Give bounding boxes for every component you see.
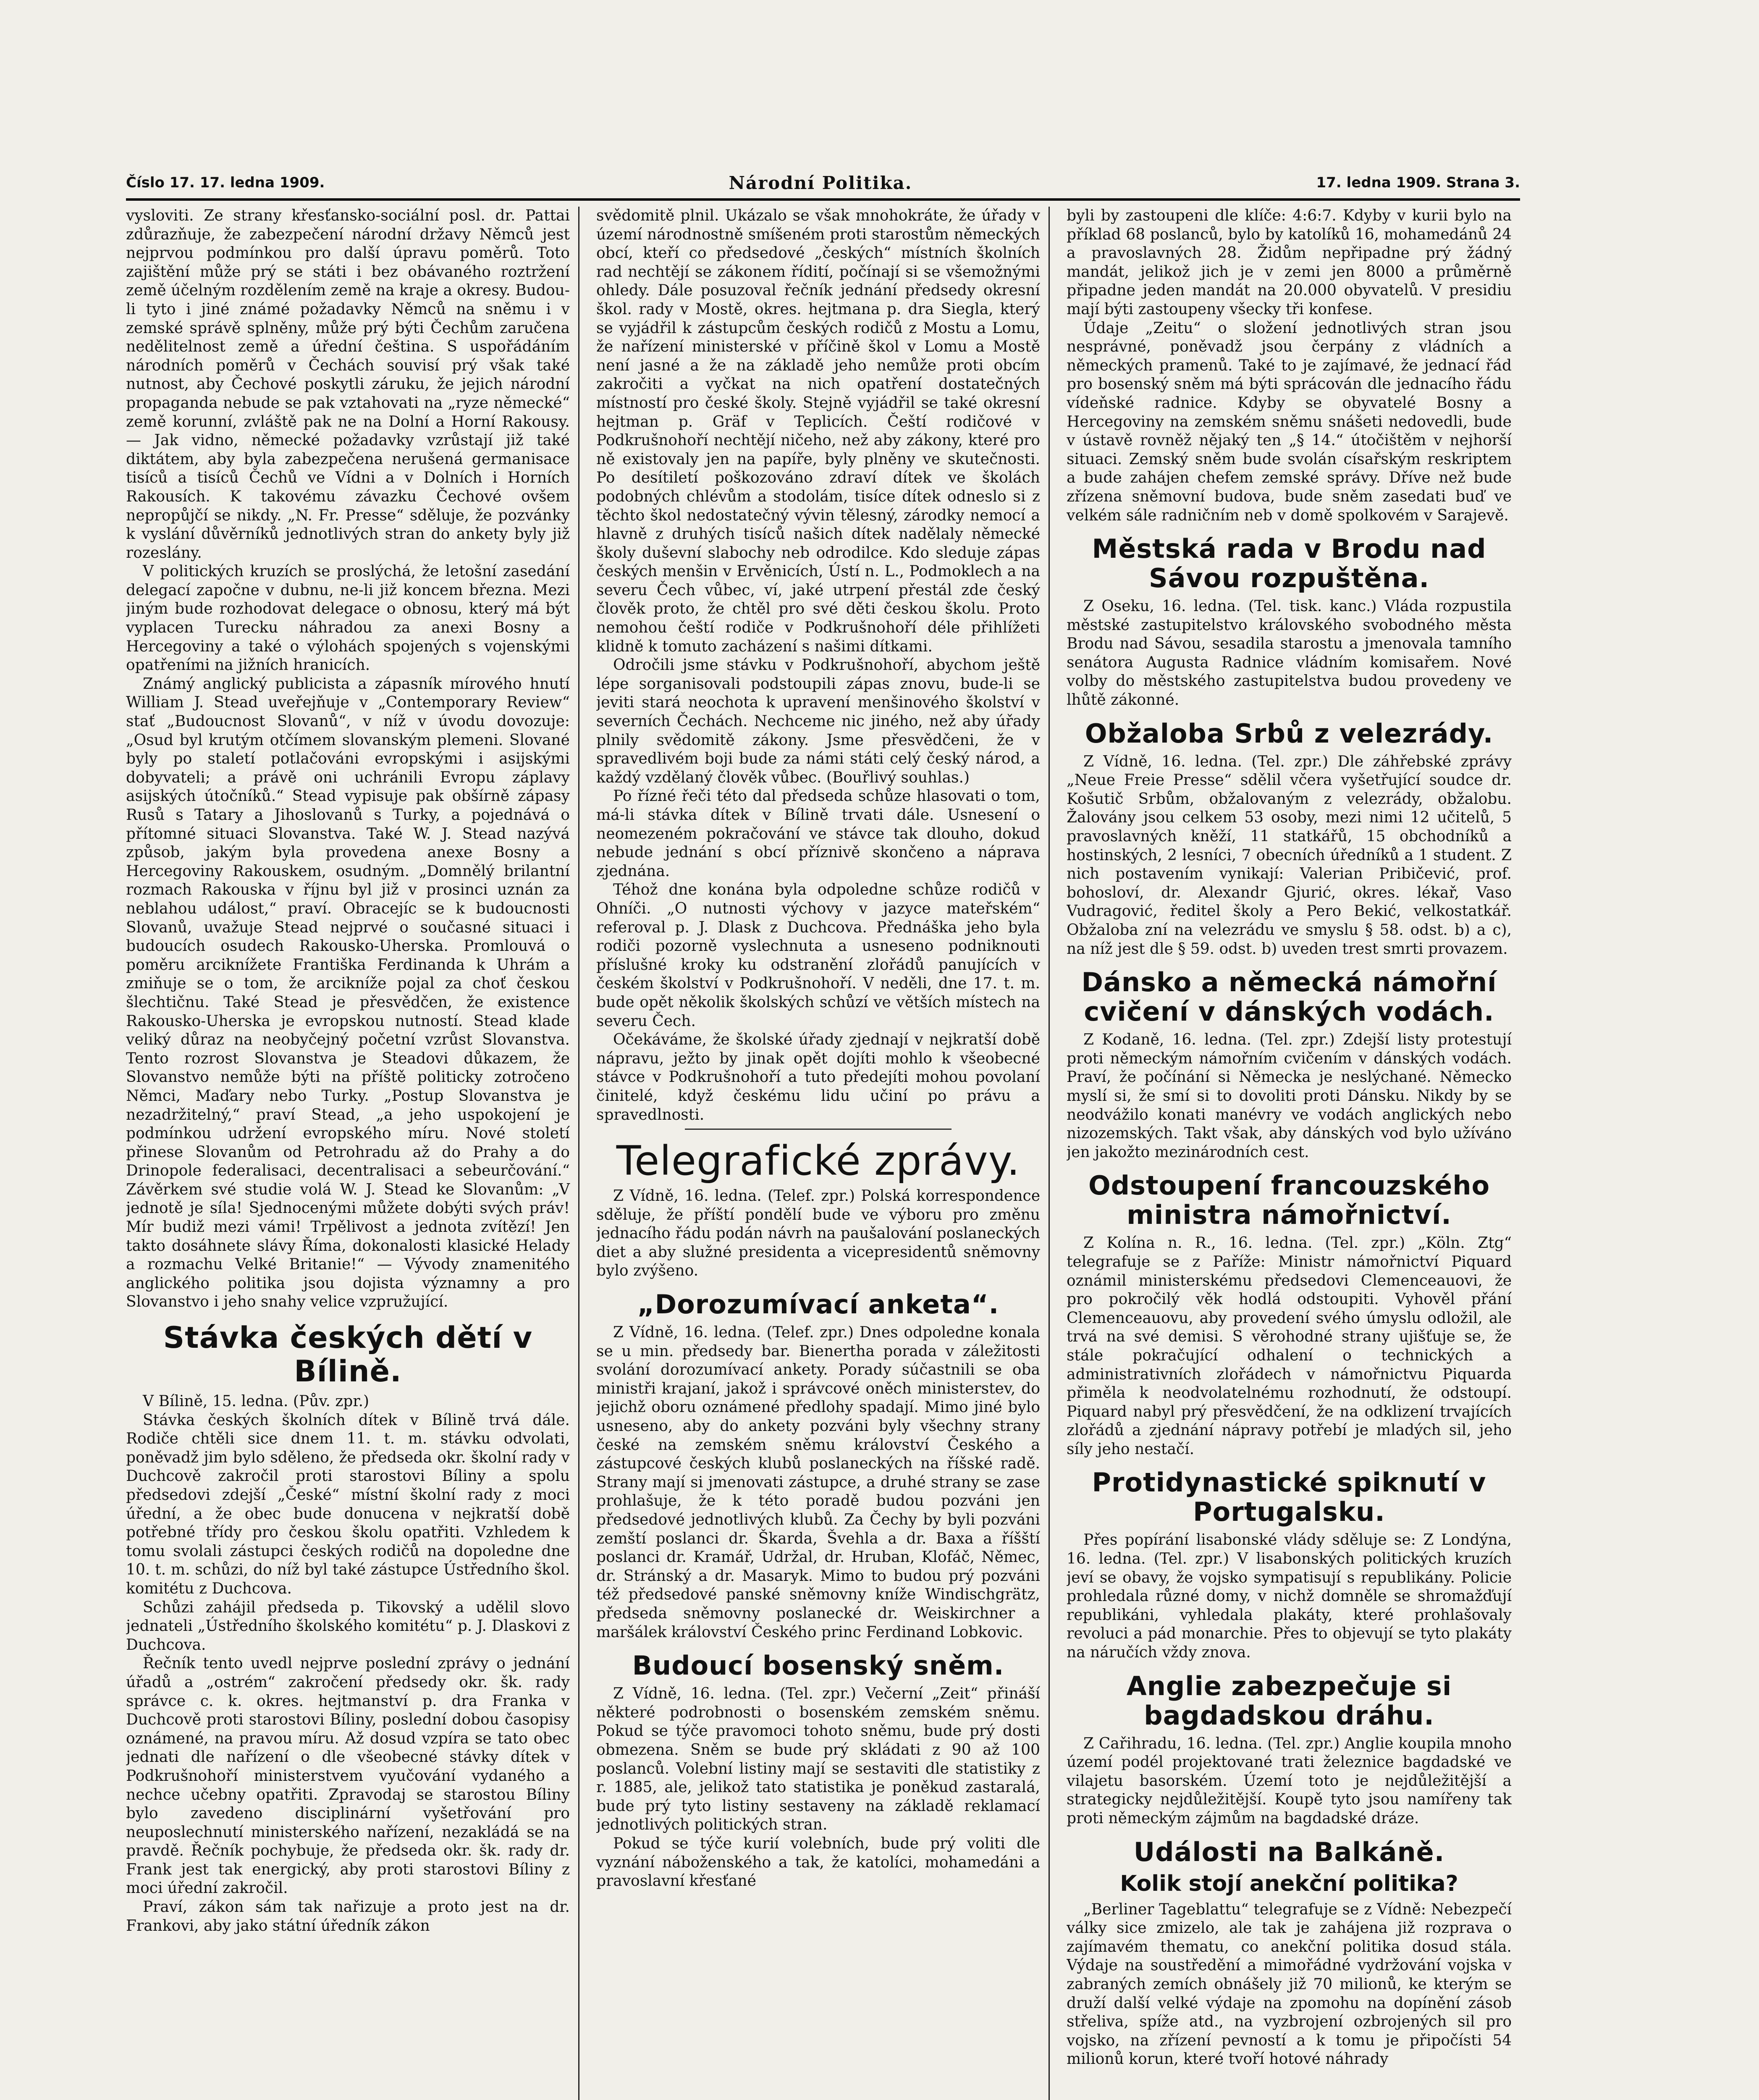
newspaper-page [126, 168, 1520, 2100]
article-headline: Protidynastické spiknutí v Portugalsku. [1092, 1467, 1486, 1528]
paragraph: V politických kruzích se proslýchá, že letošní zasedání delegací započne v dubnu, ne-li již koncem března. Mezi jiným bude rozhodovat delegace o obnosu, který má být vyplacen Turecku náhradou za anexi Bosny a Hercegoviny a také o výlohách spojených s vojenskými opatřeními na jižních hranicích. [126, 563, 570, 674]
page-header [126, 168, 1520, 197]
section-headline: Telegrafické zprávy. [616, 1137, 1020, 1185]
paragraph: Téhož dne konána byla odpoledne schůze rodičů v Ohníči. „O nutnosti výchovy v jazyce mateřském“ referoval p. J. Dlask z Duchcova. Přednáška jeho byla rodiči pozorně vyslechnuta a usneseno podniknouti příslušné kroky ku odstranění zlořádů panujících v českém školství v Podkrušnohoří. V neděli, dne 17. t. m. bude opět několik školských schůzí ve větších místech na severu Čech. [596, 881, 1040, 1030]
paragraph: Z Kolína n. R., 16. ledna. (Tel. zpr.) „Köln. Ztg“ telegrafuje se z Paříže: Ministr námořnictví Piquard oznámil ministerskému předsedovi Clemenceauovi, že pro pokročilý věk hodlá odstoupiti. Vyhověl přání Clemenceauovu, aby provedení svého úmyslu odložil, ale trvá na své demisi. S věrohodné strany ujišťuje se, že stále pokračující odhalení o technických a administrativních zlořádech v námořnictvu Piquarda přiměla k neodvolatelnému rozhodnutí, že odstoupí. Piquard nabyl prý přesvědčení, že na odklizení trvajících zlořádů a zjednání nápravy potřebí je mladých sil, jeho síly jeho nestačí. [1067, 1234, 1512, 1458]
article-headline: Anglie zabezpečuje si bagdadskou dráhu. [1126, 1670, 1452, 1731]
paragraph: „Berliner Tageblattu“ telegrafuje se z Vídně: Nebezpečí války sice zmizelo, ale tak je zahájena již rozprava o zajímavém thematu, co anekční politika dosud stála. Výdaje na soustředění a mimořádné vydržování vojska v zabraných zemích obnášely již 70 milionů, ke kterým se druží další velké výdaje na zpomohu na dopínění zásob střeliva, spíže atd., na vyzbrojení ozbrojených sil pro vojsko, na zřízení pevností a k tomu je připočísti 54 milionů korun, které tvoří hotové náhrady [1067, 1900, 1512, 2068]
section-divider [685, 1129, 951, 1130]
header-rule [126, 198, 1520, 201]
article-subheadline: Kolik stojí anekční politika? [1120, 1871, 1458, 1896]
paragraph: Údaje „Zeitu“ o složení jednotlivých stran jsou nesprávné, poněvadž jsou čerpány z vládních a německých pramenů. Také to je zajímavé, že jednací řád pro bosenský sněm má býti sprácován dle jednacího řádu vídeňské radnice. Kdyby se obyvatelé Bosny a Hercegoviny na zemském sněmu snášeti nedovedli, bude v ústavě rovněž nějaký ten „§ 14.“ útočištěm v nejhorší situaci. Zemský sněm bude svolán císařským reskriptem a bude zahájen chefem zemské správy. Dříve než bude zřízena sněmovní budova, bude sněm zasedati buď ve velkém sále radničním neb v domě spolkovém v Sarajevě. [1067, 319, 1512, 524]
article-headline: Městská rada v Brodu nad Sávou rozpuštěna. [1092, 533, 1486, 594]
paragraph: Řečník tento uvedl nejprve poslední zprávy o jednání úřadů a „ostrém“ zakročení předsedy okr. šk. rady správce c. k. okres. hejtmanství p. dra Franka v Duchcově proti starostovi Bíliny, poslední dobou časopisy oznámené, na pravou míru. Až dosud vzpíra se tato obec jednati dle nařízení o dle všeobecné stávky dítek v Podkrušnohoří ministerstvem vyučování vydaného a nechce učebny opatřiti. Zpravodaj se starostou Bíliny bylo zavedeno disciplinární vyšetřování pro neuposlechnutí ministerského nařízení, nezakládá se na pravdě. Řečník pochybuje, že předseda okr. šk. rady dr. Frank jest tak energický, aby proti starostovi Bíliny z moci úřední zakročil. [126, 1655, 570, 1897]
article-headline: Události na Balkáně. [1133, 1836, 1445, 1867]
article-headline: Budoucí bosenský sněm. [632, 1650, 1004, 1681]
article-headline: „Dorozumívací anketa“. [637, 1289, 999, 1320]
column-1 [126, 207, 579, 2100]
paragraph: byli by zastoupeni dle klíče: 4:6:7. Kdyby v kurii bylo na příklad 68 poslanců, bylo by katolíků 16, mohamedánů 24 a pravoslavných 28. Židům nepřipadne prý žádný mandát, jelikož jich je v zemi jen 8000 a průměrně připadne jeden mandát na 20.000 obyvatelů. V presidiu mají býti zastoupeny všecky tři konfese. [1067, 207, 1512, 318]
article-headline: Stávka českých dětí v Bílině. [163, 1320, 533, 1389]
paragraph: Po řízné řeči této dal předseda schůze hlasovati o tom, má-li stávka dítek v Bílině trvati dále. Usnesení o neomezeném pokračování ve stávce tak dlouho, dokud nebude jednání s obcí příznivě skončeno a náprava zjednána. [596, 788, 1040, 880]
paragraph: Přes popírání lisabonské vlády sděluje se: Z Londýna, 16. ledna. (Tel. zpr.) V lisabonských politických kruzích jeví se obavy, že vojsko sympatisují s republikány. Policie prohledala různé domy, v nichž domněle se shromažďují republikáni, vyhledala plakáty, které prohlašovaly revoluci a pád monarchie. Přes to objevují se tyto plakáty na náručích vždy znova. [1067, 1531, 1512, 1662]
paragraph: Z Vídně, 16. ledna. (Tel. zpr.) Dle záhřebské zprávy „Neue Freie Presse“ sdělil včera vyšetřující soudce dr. Košutič Srbům, obžalovaným z velezrády, obžalobu. Žalovány jsou celkem 53 osoby, mezi nimi 12 učitelů, 5 pravoslavných kněží, 11 statkářů, 15 obchodníků a hostinských, 2 lesníci, 7 obecních úředníků a 1 student. Z nich postavením vynikají: Valerian Pribičević, prof. bohosloví, dr. Alexandr Gjurić, okres. lékař, Vaso Vudragović, ředitel školy a Pero Bekić, velkostatkář. Obžaloba zní na velezrádu ve smyslu § 58. odst. b) a c), na níž jest dle § 59. odst. b) uveden trest smrti provazem. [1067, 753, 1512, 958]
paragraph: Z Cařihradu, 16. ledna. (Tel. zpr.) Anglie koupila mnoho území podél projektované trati železnice bagdadské ve vilajetu basorském. Území toto je nejdůležitější a strategicky nejdůležitější. Koupě tyto jsou namířeny tak proti německým zájmům na bagdadské dráze. [1067, 1735, 1512, 1827]
dateline: V Bílině, 15. ledna. (Pův. zpr.) [143, 1393, 370, 1410]
paragraph: svědomitě plnil. Ukázalo se však mnohokráte, že úřady v území národnostně smíšeném proti starostům německých obcí, kteří co předsedové „českých“ místních školních rad nechtějí se zákonem řídití, počínají si se všemožnými ohledy. Dále posuzoval řečník jednání předsedy okresní škol. rady v Mostě, okres. hejtmana p. dra Siegla, který se vyjádřil k zástupcům českých rodičů z Mostu a Lomu, že nařízení ministerské v příčině škol v Lomu a Mostě není jasné a že na základě jeho nemůže proti obcím zakročiti a vyčkat na nich opatření dostatečných místností pro české školy. Stejně vyjádřil se také okresní hejtman p. Gräf v Teplicích. Čeští rodičové v Podkrušnohoří nechtějí ničeho, než aby zákony, které pro ně existovaly jen na papíře, byly plněny ve skutečnosti. Po desítiletí poškozováno zdraví dítek ve školách podobných chlévům a stodolám, tisíce dítek odneslo si z těchto škol nedostatečný vývin tělesný, zárodky nemocí a hlavně z druhých tisíců našich dítek nadělaly německé školy duševní slabochy neb odrodilce. Kdo sleduje zápas českých menšin v Ervěnicích, Ústí n. L., Podmoklech a na severu Čech vůbec, ví, jaké utrpení přestál zde český člověk proto, že chtěl pro své děti českou školu. Proto nemohou čeští rodiče v Podkrušnohoří déle přihlížeti klidně k tomuto zacházení s našimi dítkami. [596, 207, 1040, 655]
issue-number: Číslo 17. 17. ledna 1909. [126, 174, 325, 191]
column-3 [1067, 207, 1520, 2100]
paragraph: Z Vídně, 16. ledna. (Tel. zpr.) Večerní „Zeit“ přináší některé podrobnosti o bosenském zemském sněmu. Pokud se týče pravomoci tohoto sněmu, bude prý dosti obmezena. Sněm se bude prý skládati z 90 až 100 poslanců. Volební listiny mají se sestaviti dle statistiky z r. 1885, ale, jelikož tato statistika je poněkud zastaralá, bude prý tyto listiny sestaveny na základě reklamací jednotlivých politických stran. [596, 1685, 1040, 1834]
paragraph: Schůzi zahájil předseda p. Tikovský a udělil slovo jednateli „Ústředního školského komitétu“ p. J. Dlaskovi z Duchcova. [126, 1599, 570, 1654]
article-headline: Dánsko a německá námořní cvičení v dánských vodách. [1081, 967, 1497, 1027]
page-number: 17. ledna 1909. Strana 3. [1316, 174, 1520, 191]
paragraph: Známý anglický publicista a zápasník mírového hnutí William J. Stead uveřejňuje v „Contemporary Review“ stať „Budoucnost Slovanů“, v níž v úvodu dovozuje: „Osud byl krutým otčímem slovanským plemeni. Slované byly po staletí potlačováni evropskými i asijskými dobyvateli; a právě oni uchránili Evropu záplavy asijských útočníků.“ Stead vypisuje pak obšírně zápasy Rusů s Tatary a Jihoslovanů s Turky, a pojednává o přítomné situaci Slovanstva. Také W. J. Stead nazývá způsob, jakým byla provedena anexe Bosny a Hercegoviny Rakouskem, osudným. „Domnělý brilantní rozmach Rakouska v říjnu byl již v prosinci uznán za neblahou událost,“ praví. Obracejíc se k budoucnosti Slovanů, uvažuje Stead nejprvé o současné situaci i budoucích osudech Rakousko-Uherska. Promlouvá o poměru arciknížete Františka Ferdinanda k Uhrám a zmiňuje se o tom, že arcikníže pojal za choť českou šlechtičnu. Také Stead je přesvědčen, že existence Rakousko-Uherska je evropskou nutností. Stead klade veliký důraz na neobyčejný početní vzrůst Slovanstva. Tento rozrost Slovanstva je Steadovi důkazem, že Slovanstvo nemůže býti na příště politicky zotročeno Němci, Maďary nebo Turky. „Postup Slovanstva je nezadržitelný,“ praví Stead, „a jeho uspokojení je podmínkou udržení evropského míru. Nové století přinese Slovanům od Petrohradu až do Prahy a do Drinopole federalisaci, decentralisaci a sebeurčování.“ Závěrkem své studie volá W. J. Stead ke Slovanům: „V jednotě je síla! Sjednocenými můžete dobýti svých práv! Mír budiž mezi vámi! Trpělivost a jednota zvítězí! Jen takto dosáhnete slávy Říma, dokonalosti klasické Helady a rozmachu Velké Britanie!“ — Vývody znamenitého anglického politika jsou dojista významny a pro Slovanstvo i jeho snahy velice vzpružující. [126, 675, 570, 1311]
paragraph: Pokud se týče kurií volebních, bude prý voliti dle vyznání náboženského a tak, že katolíci, mohamedáni a pravoslavní křesťané [596, 1835, 1040, 1890]
column-2 [596, 207, 1050, 2100]
paragraph: Z Kodaně, 16. ledna. (Tel. zpr.) Zdejší listy protestují proti německým námořním cvičením v dánských vodách. Praví, že počínání si Německa je neslýchané. Německo myslí si, že smí si to dovoliti proti Dánsku. Nikdy by se neodvážilo konati manévry ve vodách anglických nebo nizozemských. Takt však, aby dánských vod bylo užíváno jen jakožto mezinárodních cest. [1067, 1031, 1512, 1161]
paragraph: Z Vídně, 16. ledna. (Telef. zpr.) Polská korrespondence sděluje, že příští pondělí bude ve výboru pro změnu jednacího řádu podán návrh na paušalování poslaneckých diet a aby služné presidenta a vicepresidentů sněmovny bylo zvýšeno. [596, 1187, 1040, 1280]
paragraph: Praví, zákon sám tak nařizuje a proto jest na dr. Frankovi, aby jako státní úředník zákon [126, 1898, 570, 1935]
article-headline: Odstoupení francouzského ministra námořnictví. [1088, 1170, 1490, 1231]
article-headline: Obžaloba Srbů z velezrády. [1085, 718, 1494, 749]
paragraph: Stávka českých školních dítek v Bílině trvá dále. Rodiče chtěli sice dnem 11. t. m. stávku odvolati, poněvadž jim bylo sděleno, že předseda okr. školní rady v Duchcově zakročil proti starostovi Bíliny a spolu předsedovi zdejší „České“ místní školní rady z moci úřední, a že obec bude donucena v nejkratší době potřebné třídy pro českou školu opatřiti. Vzhledem k tomu svolali zástupci českých rodičů na dopoledne dne 10. t. m. schůzi, do níž byl také zástupce Ústředního škol. komitétu z Duchcova. [126, 1411, 570, 1597]
columns [126, 207, 1520, 2100]
masthead: Národní Politika. [729, 172, 912, 193]
paragraph: Odročili jsme stávku v Podkrušnohoří, abychom ještě lépe sorganisovali podstoupili zápas znovu, bude-li se jeviti stará neochota k upravení menšinového školství v severních Čechách. Nechceme nic jiného, než aby úřady plnily svědomitě zákony. Jsme přesvědčeni, že v spravedlivém boji bude za námi státi celý český národ, a každý vzdělaný člověk vůbec. (Bouřlivý souhlas.) [596, 656, 1040, 786]
paragraph: vysloviti. Ze strany křesťansko-sociální posl. dr. Pattai zdůrazňuje, že zabezpečení národní državy Němců jest nejprvou podmínkou pro další úpravu poměrů. Toto zajištění může prý se státi i bez obávaného roztržení země účelným rozdělením země na kraje a okresy. Budou-li tyto i jiné známé požadavky Němců na sněmu i v zemské správě splněny, může prý býti Čechům zaručena nedělitelnost země a úřední čeština. S uspořádáním národních poměrů v Čechách souvisí prý však také nutnost, aby Čechové poskytli záruku, že jejich národní propaganda nebude se pak vztahovati na „ryze německé“ země korunní, zvláště pak ne na Dolní a Horní Rakousy. — Jak vidno, německé požadavky vzrůstají již také diktátem, aby byla zabezpečena nerušená germanisace tisíců a tisíců Čechů ve Vídni a v Dolních i Horních Rakousích. K takovému závazku Čechové ovšem nepropůjčí se nikdy. „N. Fr. Presse“ sděluje, že pozvánky k vyslání důvěrníků jednotlivých stran do ankety byly již rozeslány. [126, 207, 570, 562]
paragraph: Očekáváme, že školské úřady zjednají v nejkratší době nápravu, ježto by jinak opět dojíti mohlo k všeobecné stávce v Podkrušnohoří a tuto předejíti mohou povolaní činitelé, když českému lidu učiní po právu a spravedlnosti. [596, 1031, 1040, 1124]
paragraph: Z Vídně, 16. ledna. (Telef. zpr.) Dnes odpoledne konala se u min. předsedy bar. Bienertha porada v záležitosti svolání dorozumívací ankety. Porady súčastnili se oba ministři krajaní, jakož i správcové oněch ministerstev, do jejichž oboru oznámené předlohy spadají. Mimo jiné bylo usneseno, aby do ankety pozváni byly všechny strany české na zemském sněmu království Českého a zástupcové českých klubů poslaneckých na říšské radě. Strany mají si jmenovati zástupce, a druhé strany se zase prohlašuje, že k této poradě budou pozváni jen předsedové jednotlivých klubů. Za Čechy by byli pozváni zemští poslanci dr. Škarda, Švehla a dr. Baxa a říšští poslanci dr. Kramář, Udržal, dr. Hruban, Klofáč, Němec, dr. Stránský a dr. Masaryk. Mimo to budou prý pozváni též předsedové panské sněmovny kníže Windischgrätz, předseda sněmovny poslanecké dr. Weiskirchner a maršálek království Českého princ Ferdinand Lobkovic. [596, 1324, 1040, 1641]
paragraph: Z Oseku, 16. ledna. (Tel. tisk. kanc.) Vláda rozpustila městské zastupitelstvo královského svobodného města Brodu nad Sávou, sesadila starostu a jmenovala tamního senátora Augusta Radnice vládním komisařem. Nové volby do městského zastupitelstva budou provedeny ve lhůtě zákonné. [1067, 598, 1512, 709]
